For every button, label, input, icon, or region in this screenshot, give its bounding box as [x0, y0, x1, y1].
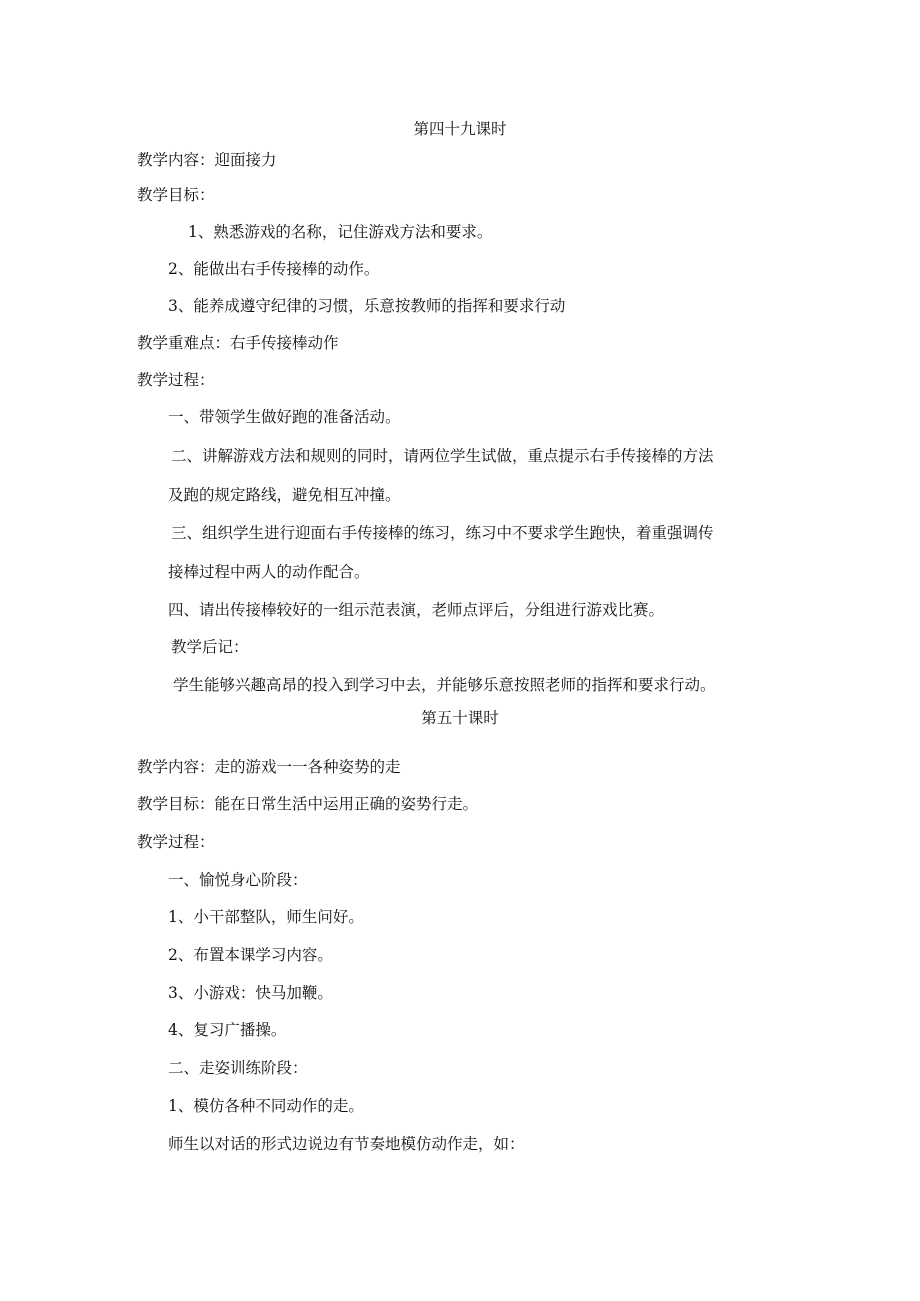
lesson50-item-2: 2、布置本课学习内容。	[168, 946, 333, 964]
lesson49-goals-label: 教学目标：	[137, 186, 215, 204]
lesson50-item-5: 1、模仿各种不同动作的走。	[168, 1097, 364, 1115]
lesson50-stage-1: 一、愉悦身心阶段：	[168, 871, 308, 889]
lesson49-step-3-line2: 接棒过程中两人的动作配合。	[168, 563, 370, 581]
lesson49-goal-2: 2、能做出右手传接棒的动作。	[168, 260, 380, 278]
lesson49-step-2-line2: 及跑的规定路线，避免相互冲撞。	[168, 486, 401, 504]
lesson49-content: 教学内容：迎面接力	[137, 151, 277, 169]
lesson50-item-1: 1、小干部整队，师生问好。	[168, 908, 364, 926]
lesson50-content: 教学内容：走的游戏一一各种姿势的走	[137, 758, 401, 776]
lesson50-item-4: 4、复习广播操。	[168, 1021, 287, 1039]
lesson50-stage-2: 二、走姿训练阶段：	[168, 1059, 308, 1077]
lesson49-key-points: 教学重难点：右手传接棒动作	[137, 334, 339, 352]
lesson49-notes-label: 教学后记：	[171, 638, 249, 656]
lesson50-item-3: 3、小游戏：快马加鞭。	[168, 984, 333, 1002]
lesson49-title: 第四十九课时	[413, 120, 507, 138]
lesson49-goal-3: 3、能养成遵守纪律的习惯，乐意按教师的指挥和要求行动	[168, 297, 566, 315]
lesson49-goal-1: 1、熟悉游戏的名称，记住游戏方法和要求。	[188, 223, 493, 241]
lesson49-process-label: 教学过程：	[137, 371, 215, 389]
lesson50-process-label: 教学过程：	[137, 833, 215, 851]
lesson50-goal: 教学目标：能在日常生活中运用正确的姿势行走。	[137, 795, 479, 813]
lesson49-step-4: 四、请出传接棒较好的一组示范表演，老师点评后，分组进行游戏比赛。	[168, 601, 665, 619]
lesson49-step-3-line1: 三、组织学生进行迎面右手传接棒的练习，练习中不要求学生跑快，着重强调传	[171, 524, 714, 542]
lesson49-step-2-line1: 二、讲解游戏方法和规则的同时，请两位学生试做，重点提示右手传接棒的方法	[171, 447, 714, 465]
lesson49-step-1: 一、带领学生做好跑的准备活动。	[168, 408, 401, 426]
lesson50-item-6: 师生以对话的形式边说边有节奏地模仿动作走，如：	[168, 1135, 525, 1153]
lesson50-title: 第五十课时	[421, 709, 499, 727]
lesson49-notes-text: 学生能够兴趣高昂的投入到学习中去，并能够乐意按照老师的指挥和要求行动。	[173, 676, 716, 694]
